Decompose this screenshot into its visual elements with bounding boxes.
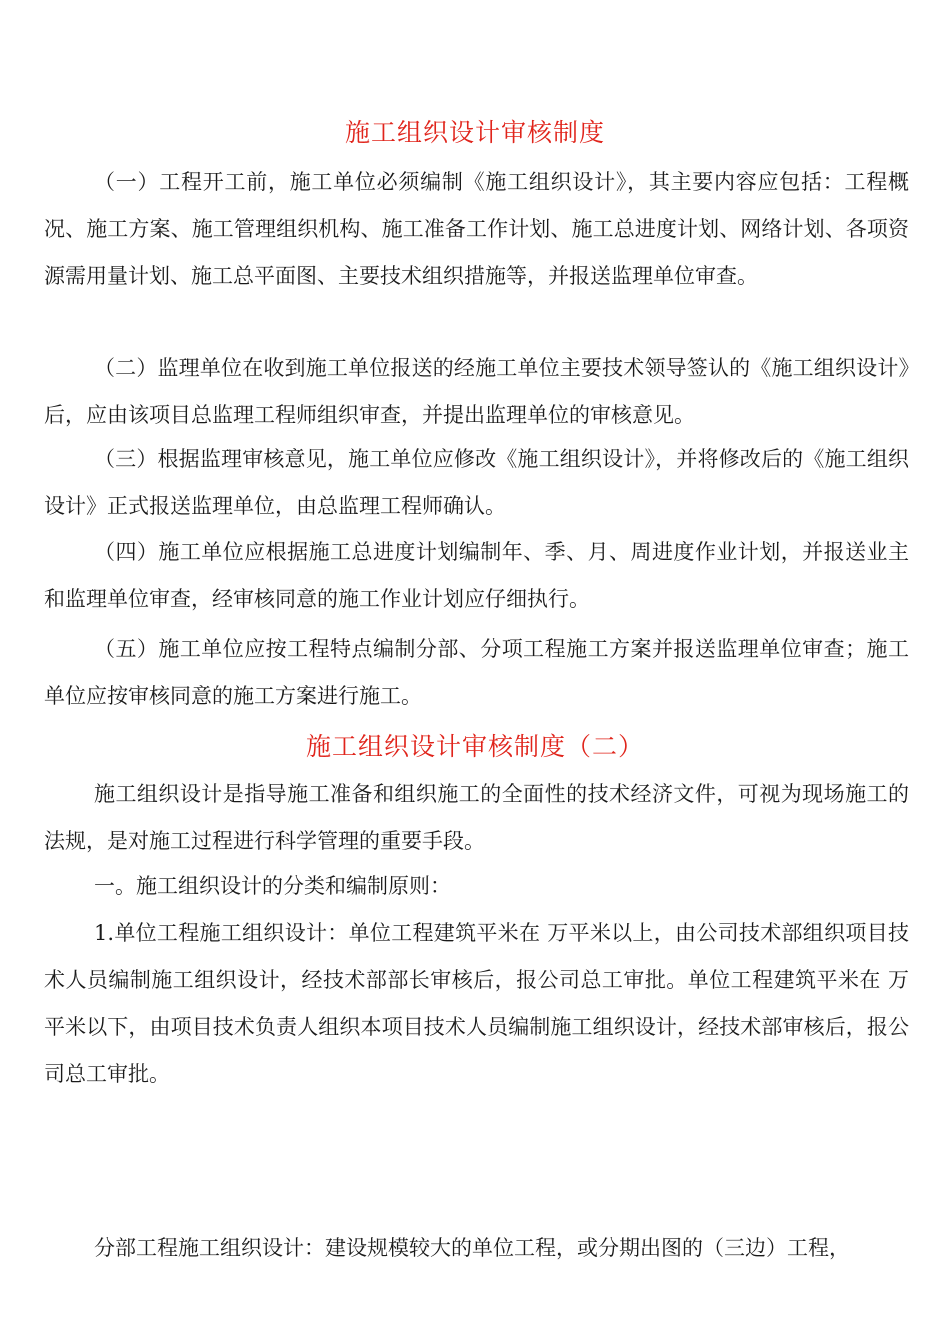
section-title: 施工组织设计审核制度（二） xyxy=(305,732,644,761)
document-title: 施工组织设计审核制度 xyxy=(344,118,605,147)
paragraph-1: （一）工程开工前，施工单位必须编制《施工组织设计》，其主要内容应包括：工程概况、施工方案、施工管理组织机构、施工准备工作计划、施工总进度计划、网络计划、各项资源需用量计划、施工总平面图、主要技术组织措施等，并报送监理单位审查。 xyxy=(44,170,909,288)
paragraph-3: （三）根据监理审核意见，施工单位应修改《施工组织设计》，并将修改后的《施工组织设计》正式报送监理单位，由总监理工程师确认。 xyxy=(44,447,909,518)
paragraph-unit-project: 1.单位工程施工组织设计：单位工程建筑平米在 万平米以上，由公司技术部组织项目技术人员编制施工组织设计，经技术部部长审核后，报公司总工审批。单位工程建筑平米在 万平米以下，由项目技术负责人组织本项目技术人员编制施工组织设计，经技术部审核后，报公司总工审批。 xyxy=(44,921,909,1086)
paragraph-4: （四）施工单位应根据施工总进度计划编制年、季、月、周进度作业计划，并报送业主和监理单位审查，经审核同意的施工作业计划应仔细执行。 xyxy=(44,540,909,611)
paragraph-sub-project: 分部工程施工组织设计：建设规模较大的单位工程，或分期出图的（三边）工程， xyxy=(94,1236,850,1260)
paragraph-heading-one: 一。施工组织设计的分类和编制原则： xyxy=(94,874,451,898)
paragraph-intro: 施工组织设计是指导施工准备和组织施工的全面性的技术经济文件，可视为现场施工的法规，是对施工过程进行科学管理的重要手段。 xyxy=(44,782,909,853)
paragraph-2: （二）监理单位在收到施工单位报送的经施工单位主要技术领导签认的《施工组织设计》后，应由该项目总监理工程师组织审查，并提出监理单位的审核意见。 xyxy=(44,356,909,427)
paragraph-5: （五）施工单位应按工程特点编制分部、分项工程施工方案并报送监理单位审查；施工单位应按审核同意的施工方案进行施工。 xyxy=(44,637,909,708)
